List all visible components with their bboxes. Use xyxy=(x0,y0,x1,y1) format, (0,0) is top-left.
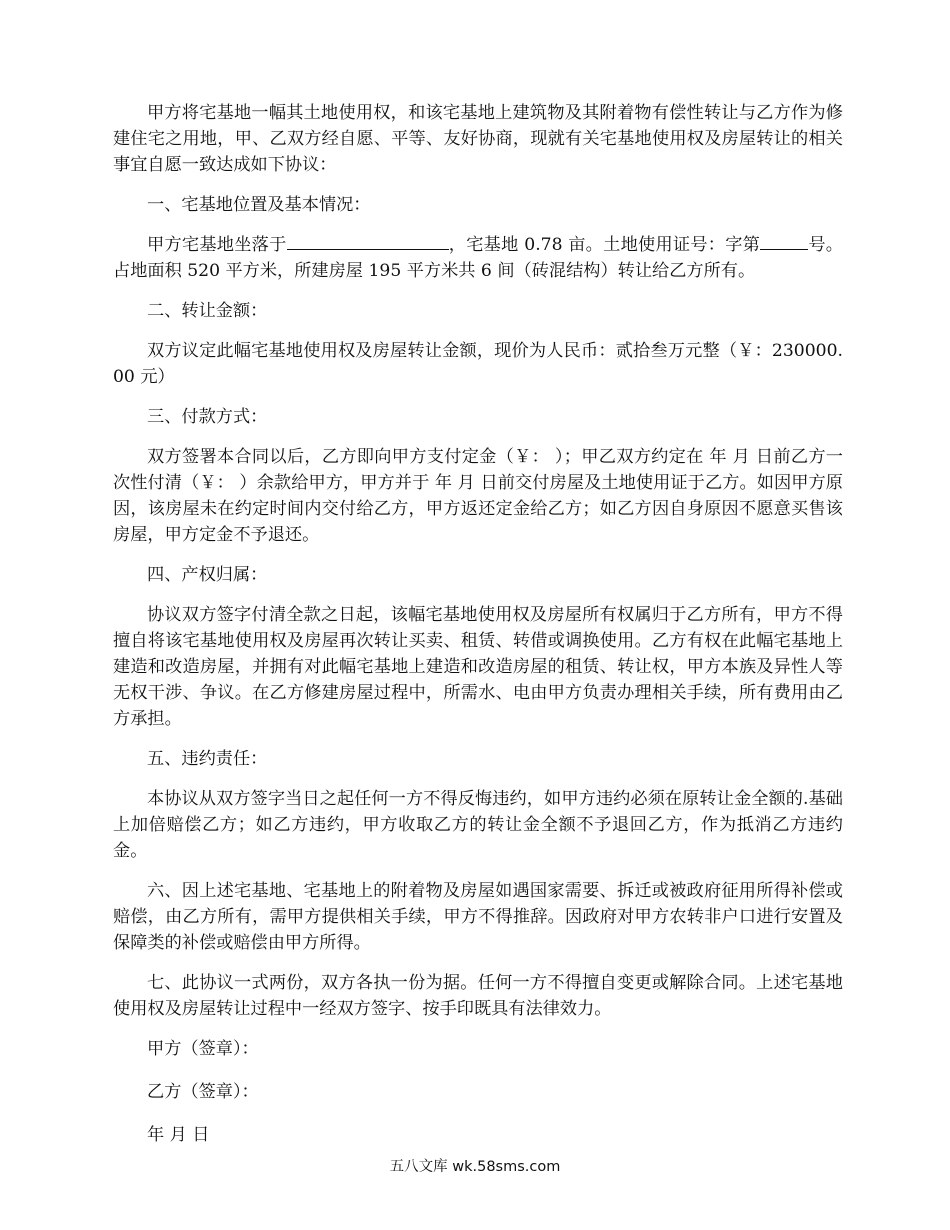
footer-watermark: 五八文库 wk.58sms.com xyxy=(389,1159,561,1175)
contract-document xyxy=(113,100,843,1165)
date-line: 年 月 日 xyxy=(147,1125,210,1145)
location-blank-line xyxy=(287,232,449,250)
party-b-signature-line: 乙方（签章）： xyxy=(147,1082,259,1102)
section-3-heading: 三、付款方式： xyxy=(147,407,268,427)
section-4-body: 协议双方签字付清全款之日起，该幅宅基地使用权及房屋所有权属归于乙方所有，甲方不得擅自将该宅基地使用权及房屋再次转让买卖、租赁、转借或调换使用。乙方有权在此幅宅基地上建造和改造房屋，并拥有对此幅宅基地上建造和改造房屋的租赁、转让权，甲方本族及异性人等无权干涉、争议。在乙方修建房屋过程中，所需水、电由甲方负责办理相关手续，所有费用由乙方承担。 xyxy=(113,605,843,729)
section-5-heading: 五、违约责任： xyxy=(147,749,268,769)
section-2-body: 双方议定此幅宅基地使用权及房屋转让金额，现价为人民币：贰拾叁万元整（￥：230000.00 元） xyxy=(113,341,843,387)
section-7-body: 七、此协议一式两份，双方各执一份为据。任何一方不得擅自变更或解除合同。上述宅基地使用权及房屋转让过程中一经双方签字、按手印既具有法律效力。 xyxy=(113,973,843,1019)
section-1-text-a: 甲方宅基地坐落于 xyxy=(147,235,287,255)
party-a-signature-line: 甲方（签章）： xyxy=(147,1039,259,1059)
section-4-heading: 四、产权归属： xyxy=(147,565,268,585)
intro-paragraph: 甲方将宅基地一幅其土地使用权，和该宅基地上建筑物及其附着物有偿性转让与乙方作为修建住宅之用地，甲、乙双方经自愿、平等、友好协商，现就有关宅基地使用权及房屋转让的相关事宜自愿一致达成如下协议： xyxy=(113,103,843,175)
section-1-text-c: 号。占地面积 520 平方米，所建房屋 195 平方米共 6 间（砖混结构）转让给乙方所有。 xyxy=(113,235,843,281)
section-1-text-b: ，宅基地 0.78 亩。土地使用证号：字第 xyxy=(448,235,761,255)
certificate-number-blank-line xyxy=(760,232,808,250)
section-6-body: 六、因上述宅基地、宅基地上的附着物及房屋如遇国家需要、拆迁或被政府征用所得补偿或赔偿，由乙方所有，需甲方提供相关手续，甲方不得推辞。因政府对甲方农转非户口进行安置及保障类的补偿或赔偿由甲方所得。 xyxy=(113,881,843,953)
section-3-body: 双方签署本合同以后，乙方即向甲方支付定金（￥： ）；甲乙双方约定在 年 月 日前乙方一次性付清（￥： ）余款给甲方，甲方并于 年 月 日前交付房屋及土地使用证于乙方。如因甲方原因，该房屋未在约定时间内交付给乙方，甲方返还定金给乙方；如乙方因自身原因不愿意买售该房屋，甲方定金不予退还。 xyxy=(113,447,843,545)
section-2-heading: 二、转让金额： xyxy=(147,301,268,321)
section-1-heading: 一、宅基地位置及基本情况： xyxy=(147,195,371,215)
section-1-body xyxy=(113,232,843,284)
section-5-body: 本协议从双方签字当日之起任何一方不得反悔违约，如甲方违约必须在原转让金全额的.基础上加倍赔偿乙方；如乙方违约，甲方收取乙方的转让金全额不予退回乙方，作为抵消乙方违约金。 xyxy=(113,789,843,861)
